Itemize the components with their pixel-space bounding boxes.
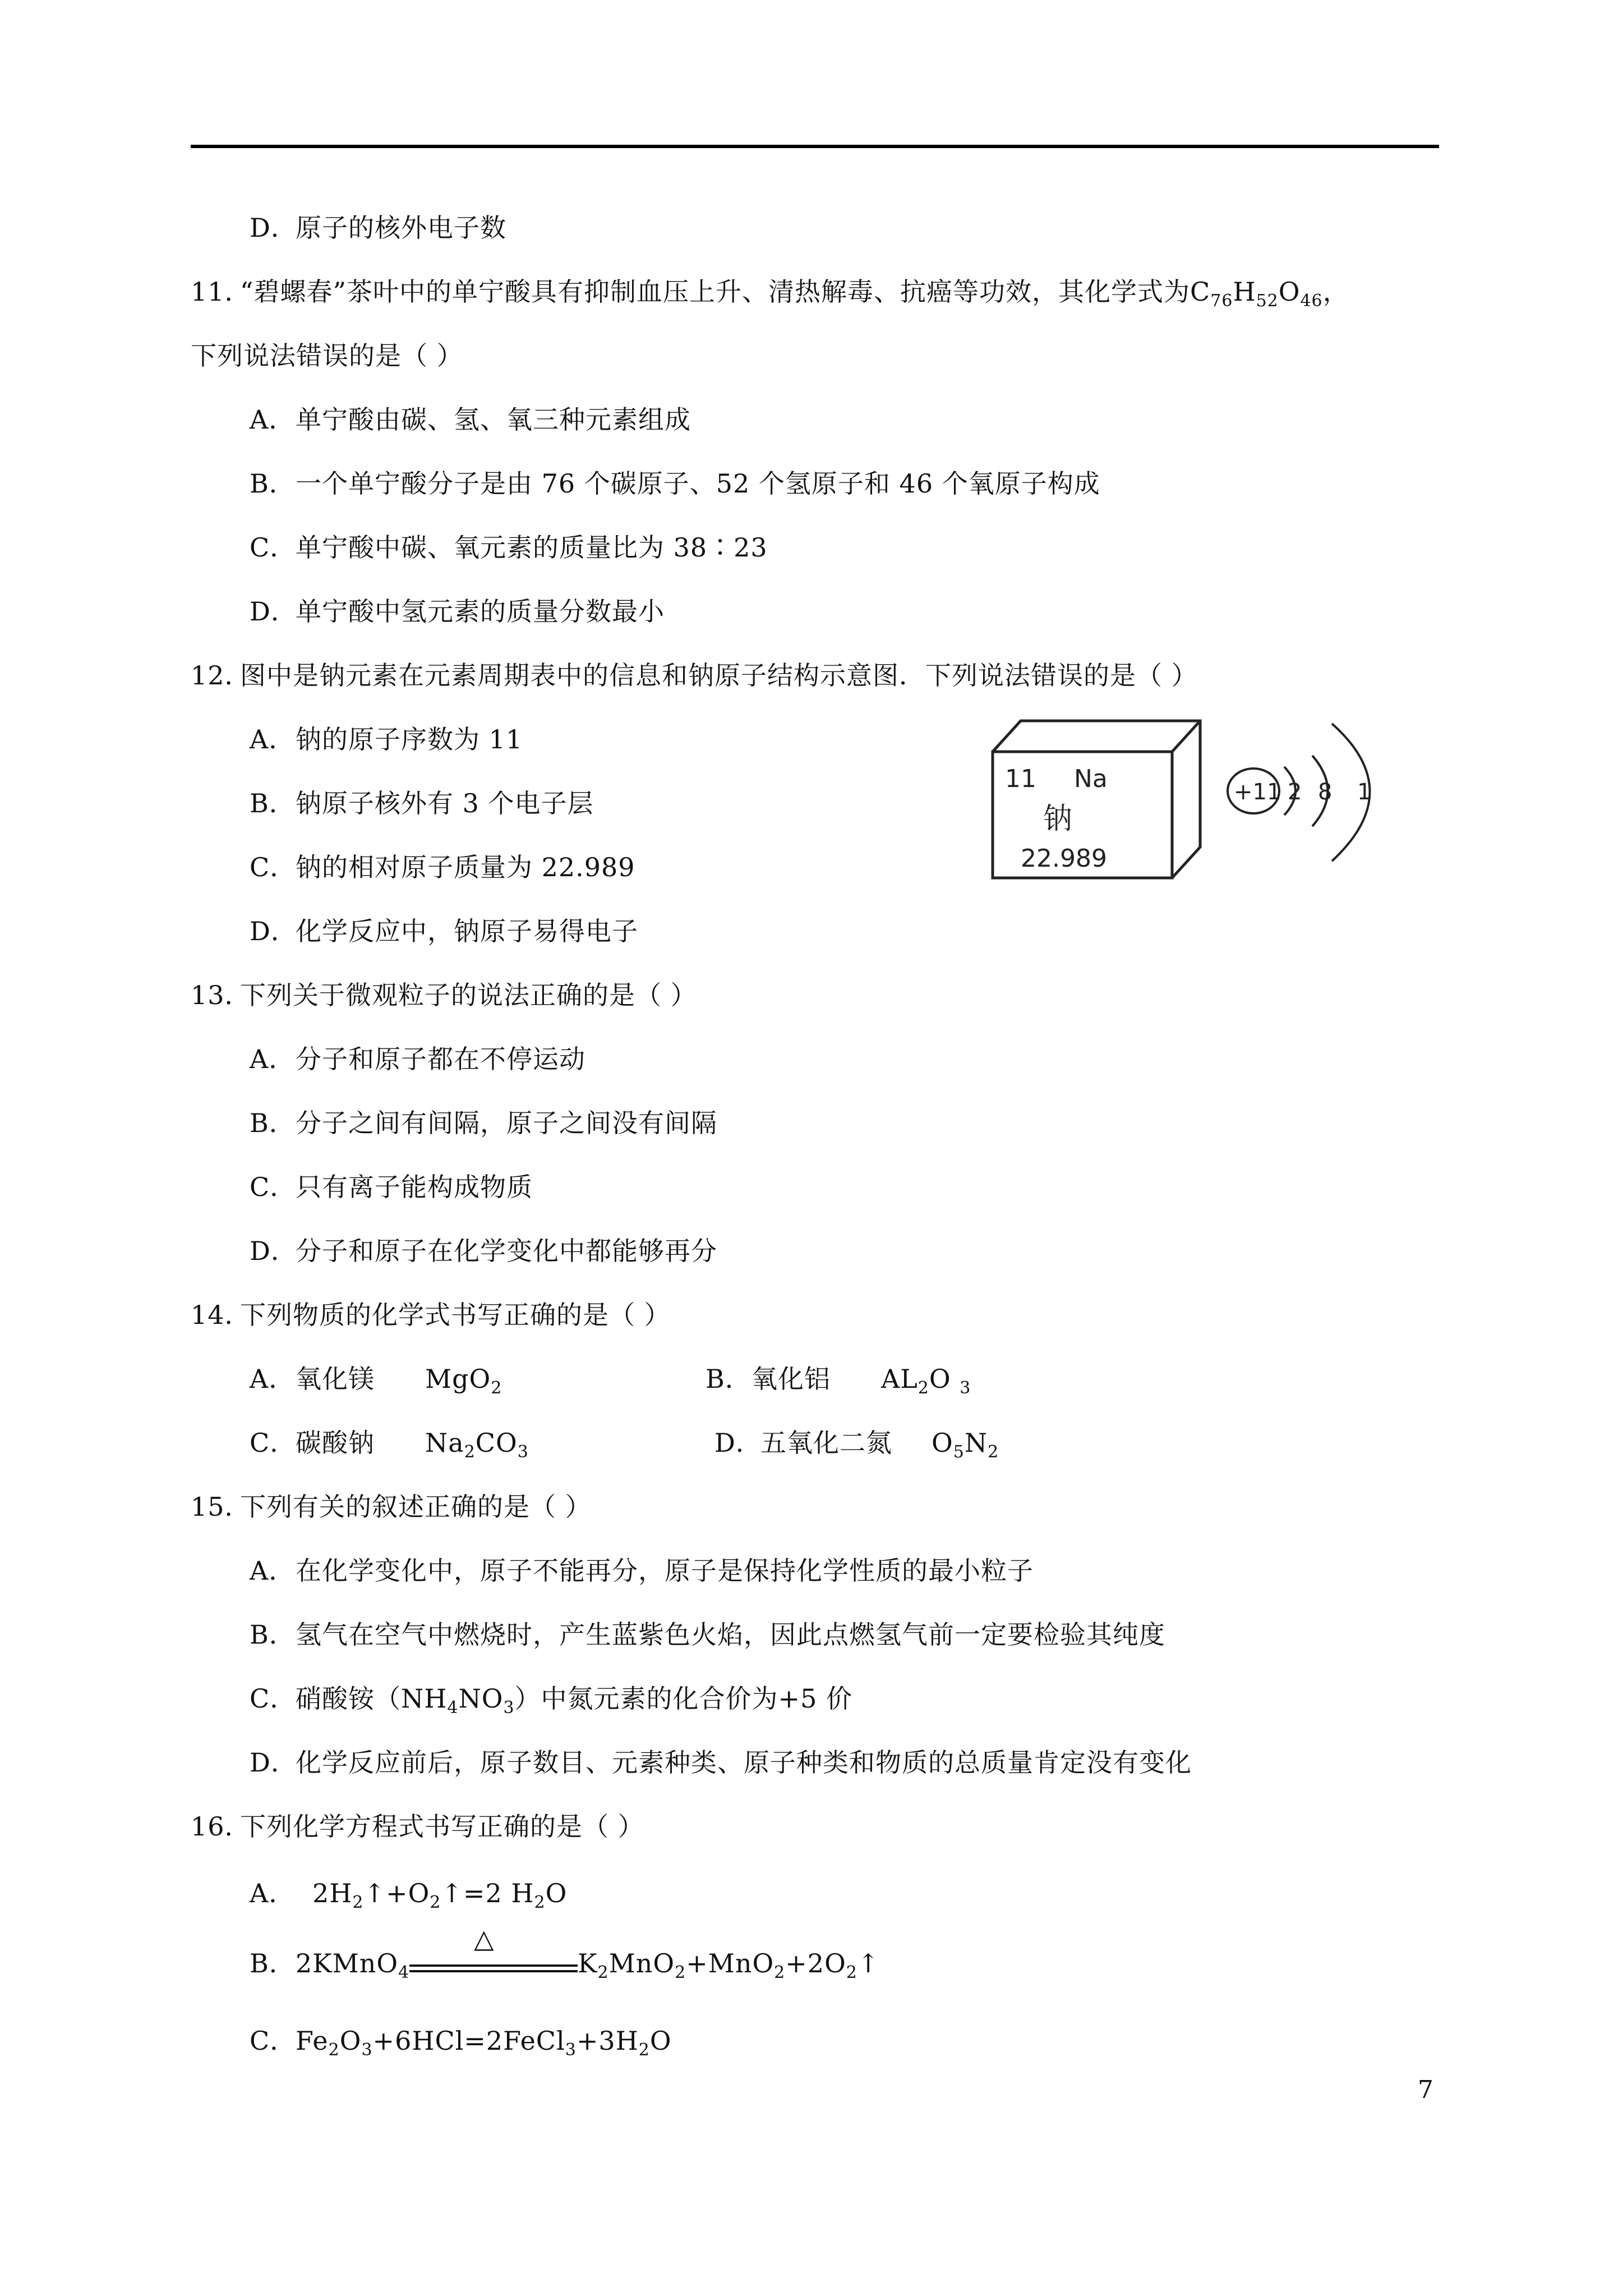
q15-option-c: C．硝酸铵$(NH_4NO_3)$中氮元素的化合价为+5 价 [250,1683,852,1718]
q12-option-b: B．钠原子核外有 3 个电子层 [250,788,594,818]
q16-option-b: B．2KMnO$_4$ △ $K_2MnO_2+MnO_2+2O_2↑$ [250,1947,879,1990]
atomic-number: 11 [1005,765,1036,793]
q15-option-d: D．化学反应前后，原子数目、元素种类、原子种类和物质的总质量肯定没有变化 [250,1747,1192,1778]
q12-stem: 12．图中是钠元素在元素周期表中的信息和钠原子结构示意图．下列说法错误的是（ ） [191,660,1198,691]
q11-option-d: D．单宁酸中氢元素的质量分数最小 [250,596,665,627]
periodic-cell [993,721,1200,878]
atom-structure-diagram [1228,724,1371,861]
nucleus-charge: +11 [1234,779,1281,805]
q13-option-d: D．分子和原子在化学变化中都能够再分 [250,1236,717,1266]
q16-stem: 16．下列化学方程式书写正确的是（ ） [191,1811,644,1842]
q11-stem-line1: 11．“碧螺春”茶叶中的单宁酸具有抑制血压上升、清热解毒、抗癌等功效，其化学式为$C_{76}H_{52}O_{46}$， [191,277,1349,311]
heating-condition: △ [474,1924,495,1954]
q14-option-b: B．氧化铝 $AL_2O$ $_3$ [706,1364,971,1398]
shell-electrons-1: 2 [1288,779,1302,805]
q14-option-a: A．氧化镁 MgO$_2$ [250,1364,502,1398]
q13-option-a: A．分子和原子都在不停运动 [250,1044,585,1074]
atomic-mass: 22.989 [1021,844,1107,873]
q11-stem-line2: 下列说法错误的是（ ） [191,341,463,371]
page-number: 7 [1418,2076,1433,2104]
header-rule [191,145,1439,148]
shell-electrons-2: 8 [1318,779,1332,805]
q14-stem: 14．下列物质的化学式书写正确的是（ ） [191,1300,671,1330]
q11-option-b: B．一个单宁酸分子是由 76 个碳原子、52 个氢原子和 46 个氧原子构成 [250,468,1100,499]
q11-option-a: A．单宁酸由碳、氢、氧三种元素组成 [250,404,691,435]
q16-option-a: A． $2H_2↑+O_2↑=2$ $H_2O$ [250,1878,568,1912]
shell-electrons-3: 1 [1357,779,1372,805]
q13-stem: 13．下列关于微观粒子的说法正确的是（ ） [191,980,697,1010]
q16-option-c: C．$Fe_2O_3+6HCl=2FeCl_3+3H_2O$ [250,2026,672,2060]
q12-option-a: A．钠的原子序数为 11 [250,724,523,754]
q14-option-d: D．五氧化二氮 $O_5N_2$ [714,1428,999,1462]
reaction-equals-sign [409,1924,578,1982]
sodium-figure [970,704,1391,906]
q13-option-c: C．只有离子能构成物质 [250,1172,533,1202]
prev-option-d: D．原子的核外电子数 [250,213,506,243]
q15-option-a: A．在化学变化中，原子不能再分，原子是保持化学性质的最小粒子 [250,1556,1034,1586]
q11-option-c: C．单宁酸中碳、氧元素的质量比为 38∶23 [250,532,768,563]
element-symbol: Na [1074,765,1108,793]
q13-option-b: B．分子之间有间隔，原子之间没有间隔 [250,1108,717,1138]
q12-option-c: C．钠的相对原子质量为 22.989 [250,852,635,882]
q12-option-d: D．化学反应中，钠原子易得电子 [250,916,638,946]
q15-stem: 15．下列有关的叙述正确的是（ ） [191,1492,592,1522]
element-name: 钠 [1043,802,1073,836]
q15-option-b: B．氢气在空气中燃烧时，产生蓝紫色火焰，因此点燃氢气前一定要检验其纯度 [250,1619,1165,1650]
q14-option-c: C．碳酸钠 $Na_2CO_3$ [250,1428,529,1462]
